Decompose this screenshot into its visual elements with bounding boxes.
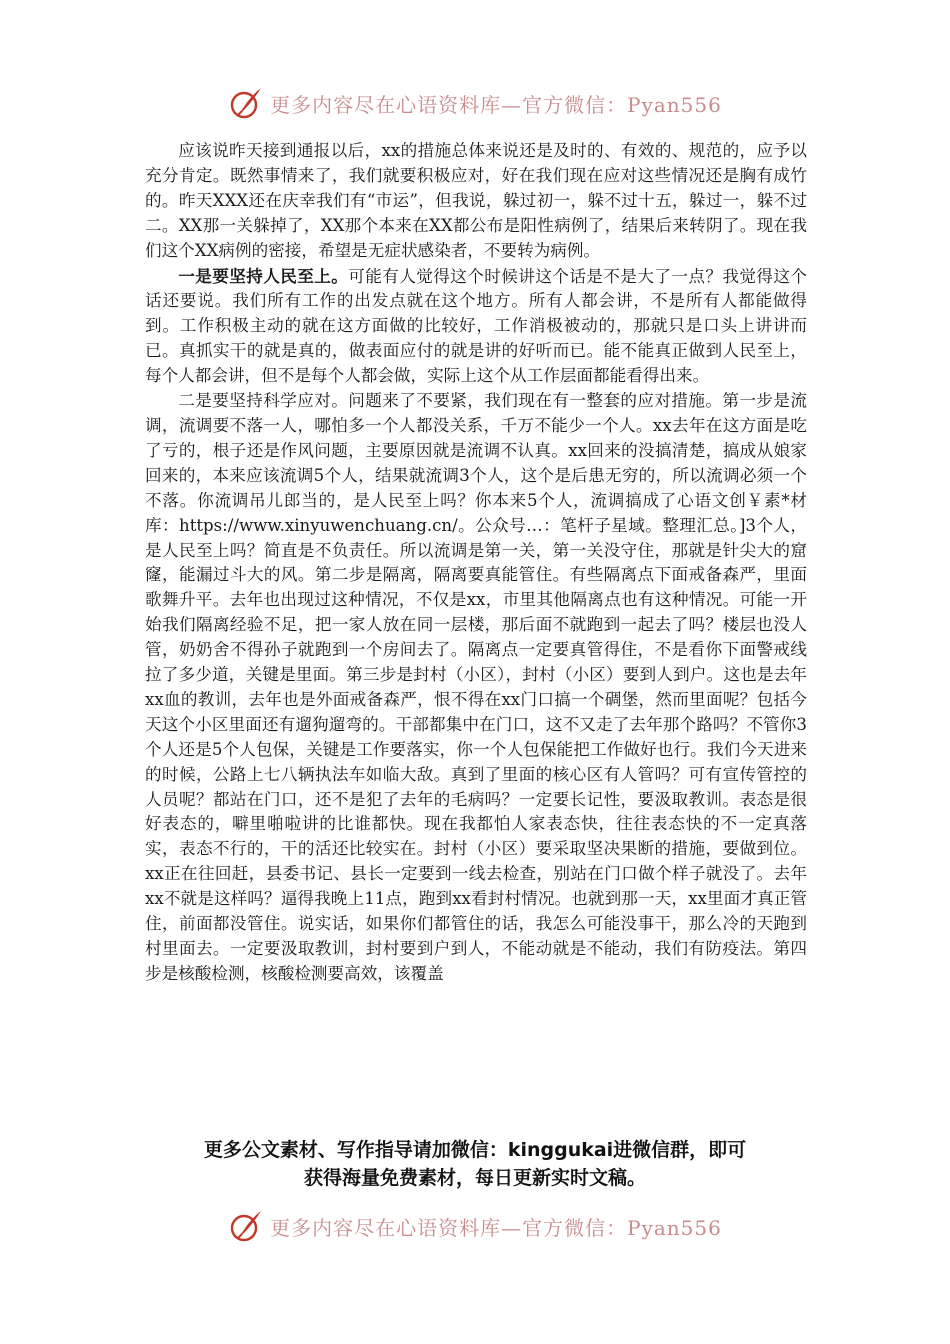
quill-pen-circle-icon [228,85,264,121]
document-body [145,139,807,987]
paragraph-text: 应该说昨天接到通报以后，xx的措施总体来说还是及时的、有效的、规范的，应予以充分肯定。既然事情来了，我们就要积极应对，好在我们现在应对这些情况还是胸有成竹的。昨天XXX还在庆幸我们有“市运”，但我说，躲过初一，躲不过十五，躲过一，躲不过二。XX那一关躲掉了，XX那个本来在XX都公布是阳性病例了，结果后来转阴了。现在我们这个XX病例的密接，希望是无症状感染者，不要转为病例。 [145,141,807,260]
promo-notice-line: 获得海量免费素材，每日更新实时文稿。 [303,1167,646,1189]
paragraph-text: 可能有人觉得这个时候讲这个话是不是大了一点？我觉得这个话还要说。我们所有工作的出发点就在这个地方。所有人都会讲，不是所有人都能做得到。工作积极主动的就在这方面做的比较好，工作消极被动的，那就只是口头上讲讲而已。真抓实干的就是真的，做表面应付的就是讲的好听而已。能不能真正做到人民至上，每个人都会讲，但不是每个人都会做，实际上这个从工作层面都能看得出来。 [145,266,808,386]
paragraph-lead: 一是要坚持人民至上。 [178,265,349,286]
header-banner-text: 更多内容尽在心语资料库—官方微信：Pyan556 [270,92,722,117]
promo-notice-line: 更多公文素材、写作指导请加微信：kinggukai进微信群，即可 [203,1139,747,1161]
paragraph-text: 二是要坚持科学应对。问题来了不要紧，我们现在有一整套的应对措施。第一步是流调，流调要不落一人，哪怕多一个人都没关系，千万不能少一个人。xx去年在这方面是吃了亏的，根子还是作风问题，主要原因就是流调不认真。xx回来的没搞清楚，搞成从娘家回来的，本来应该流调5个人，结果就流调3个人，这个是后患无穷的，所以流调必须一个不落。你流调吊儿郎当的，是人民至上吗？你本来5个人，流调搞成了心语文创￥素*材库：https://www.xinyuwenchuang.cn/。公众号…：笔杆子星域。整理汇总。]3个人，是人民至上吗？简直是不负责任。所以流调是第一关，第一关没守住，那就是针尖大的窟窿，能漏过斗大的风。第二步是隔离，隔离要真能管住。有些隔离点下面戒备森严，里面歌舞升平。去年也出现过这种情况，不仅是xx，市里其他隔离点也有这种情况。可能一开始我们隔离经验不足，把一家人放在同一层楼，那后面不就跑到一起去了吗？楼层也没人管，奶奶舍不得孙子就跑到一个房间去了。隔离点一定要真管得住，不是看你下面警戒线拉了多少道，关键是里面。第三步是封村（小区），封村（小区）要到人到户。这也是去年xx血的教训，去年也是外面戒备森严，恨不得在xx门口搞一个碉堡，然而里面呢？包括今天这个小区里面还有遛狗遛弯的。干部都集中在门口，这不又走了去年那个路吗？不管你3个人还是5个人包保，关键是工作要落实，你一个人包保能把工作做好也行。我们今天进来的时候，公路上七八辆执法车如临大敌。真到了里面的核心区有人管吗？可有宣传管控的人员呢？都站在门口，还不是犯了去年的毛病吗？一定要长记性，要汲取教训。表态是很好表态的，噼里啪啦讲的比谁都快。现在我都怕人家表态快，往往表态快的不一定真落实，表态不行的，干的活还比较实在。封村（小区）要采取坚决果断的措施，要做到位。xx正在往回赶，县委书记、县长一定要到一线去检查，别站在门口做个样子就没了。去年xx不就是这样吗？逼得我晚上11点，跑到xx看封村情况。也就到那一天，xx里面才真正管住，前面都没管住。说实话，如果你们都管住的话，我怎么可能没事干，那么冷的天跑到村里面去。一定要汲取教训，封村要到户到人，不能动就是不能动，我们有防疫法。第四步是核酸检测，核酸检测要高效，该覆盖 [145,391,807,983]
footer-banner [0,1206,950,1246]
header-banner [0,83,950,123]
quill-pen-circle-icon [228,1208,264,1244]
footer-banner-text: 更多内容尽在心语资料库—官方微信：Pyan556 [270,1215,722,1240]
paragraph [145,139,807,264]
paragraph [145,389,807,987]
paragraph [145,264,807,390]
promo-notice [0,1136,950,1192]
